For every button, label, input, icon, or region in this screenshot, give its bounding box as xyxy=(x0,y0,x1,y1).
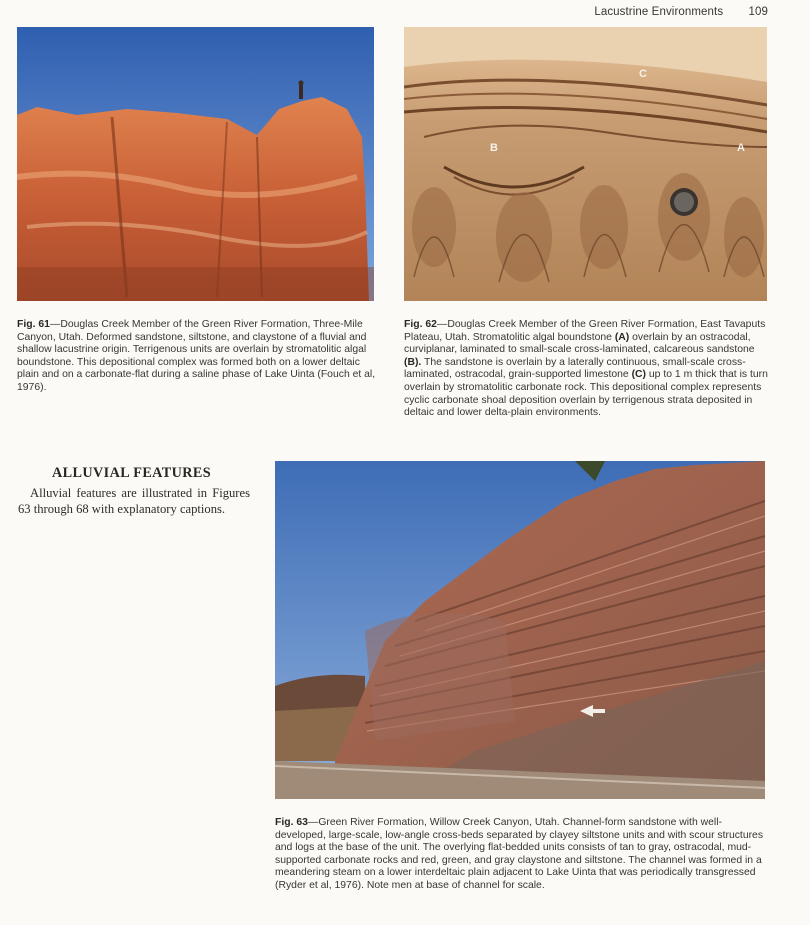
fig62-marker-b: (B). xyxy=(404,356,422,368)
fig62-caption xyxy=(404,319,769,420)
photo-label-a: A xyxy=(737,142,745,154)
fig62-marker-a: (A) xyxy=(614,331,630,343)
section-title: Lacustrine Environments xyxy=(594,6,724,18)
fig62-text-4: up to 1 m thick that is turn overlain by stromatolitic carbonate rock. This depositional complex represents cyclic carbonate shoal deposition overlain by terrigenous strata deposited in deltaic and lower delta-plain environments. xyxy=(404,369,768,419)
fig63-caption xyxy=(275,817,765,893)
fig62-text-1: —Douglas Creek Member of the Green River Formation, East Tavaputs Plateau, Utah. Stromatolitic algal boundstone xyxy=(404,319,766,343)
running-head xyxy=(594,6,768,18)
fig63-text: —Green River Formation, Willow Creek Canyon, Utah. Channel-form sandstone with well-developed, large-scale, low-angle cross-beds separated by clayey siltstone units and with scour structures and logs at the base of the unit. The overlying flat-bedded units consists of tan to gray, ostracodal, mud-supported carbonate rocks and red, green, and gray claystone and siltstone. The channel was formed in a meandering steam on a lower interdeltaic plain adjacent to Lake Uinta that was periodically transgressed (Ryder et al, 1976). Note men at base of channel for scale. xyxy=(275,817,764,891)
fig62-photo xyxy=(404,27,767,301)
fig62-marker-c: (C) xyxy=(631,369,647,381)
section-body: Alluvial features are illustrated in Figures 63 through 68 with explanatory captions. xyxy=(18,486,250,516)
photo-label-c: C xyxy=(639,68,647,80)
fig61-text: —Douglas Creek Member of the Green River Formation, Three-Mile Canyon, Utah. Deformed sandstone, siltstone, and claystone of a fluvial and shallow lacustrine origin. Terrigenous units are overlain by stromatolitic algal boundstone. This depositional complex was formed both on a lower deltaic plain and on a carbonate-flat during a saline phase of Lake Uinta (Fouch et al, 1976). xyxy=(17,319,376,393)
stromatolite-photo-image xyxy=(404,27,767,301)
fig61-caption xyxy=(17,319,382,395)
fig61-label: Fig. 61 xyxy=(17,319,50,330)
section-heading: ALLUVIAL FEATURES xyxy=(52,465,212,481)
fig62-text-2: overlain by an ostracodal, curviplanar, laminated to small-scale cross-laminated, calcareous sandstone xyxy=(404,331,755,356)
photo-label-b: B xyxy=(490,142,498,154)
fig62-text-3: The sandstone is overlain by a laterally continuous, small-scale cross-laminated, ostracodal, grain-supported limestone xyxy=(404,356,746,381)
fig62-label: Fig. 62 xyxy=(404,319,437,330)
fig63-photo xyxy=(275,461,765,799)
canyon-photo-image xyxy=(275,461,765,799)
fig61-photo xyxy=(17,27,374,301)
page-number: 109 xyxy=(748,6,768,18)
fig63-label: Fig. 63 xyxy=(275,817,308,828)
cliff-photo-image xyxy=(17,27,374,301)
